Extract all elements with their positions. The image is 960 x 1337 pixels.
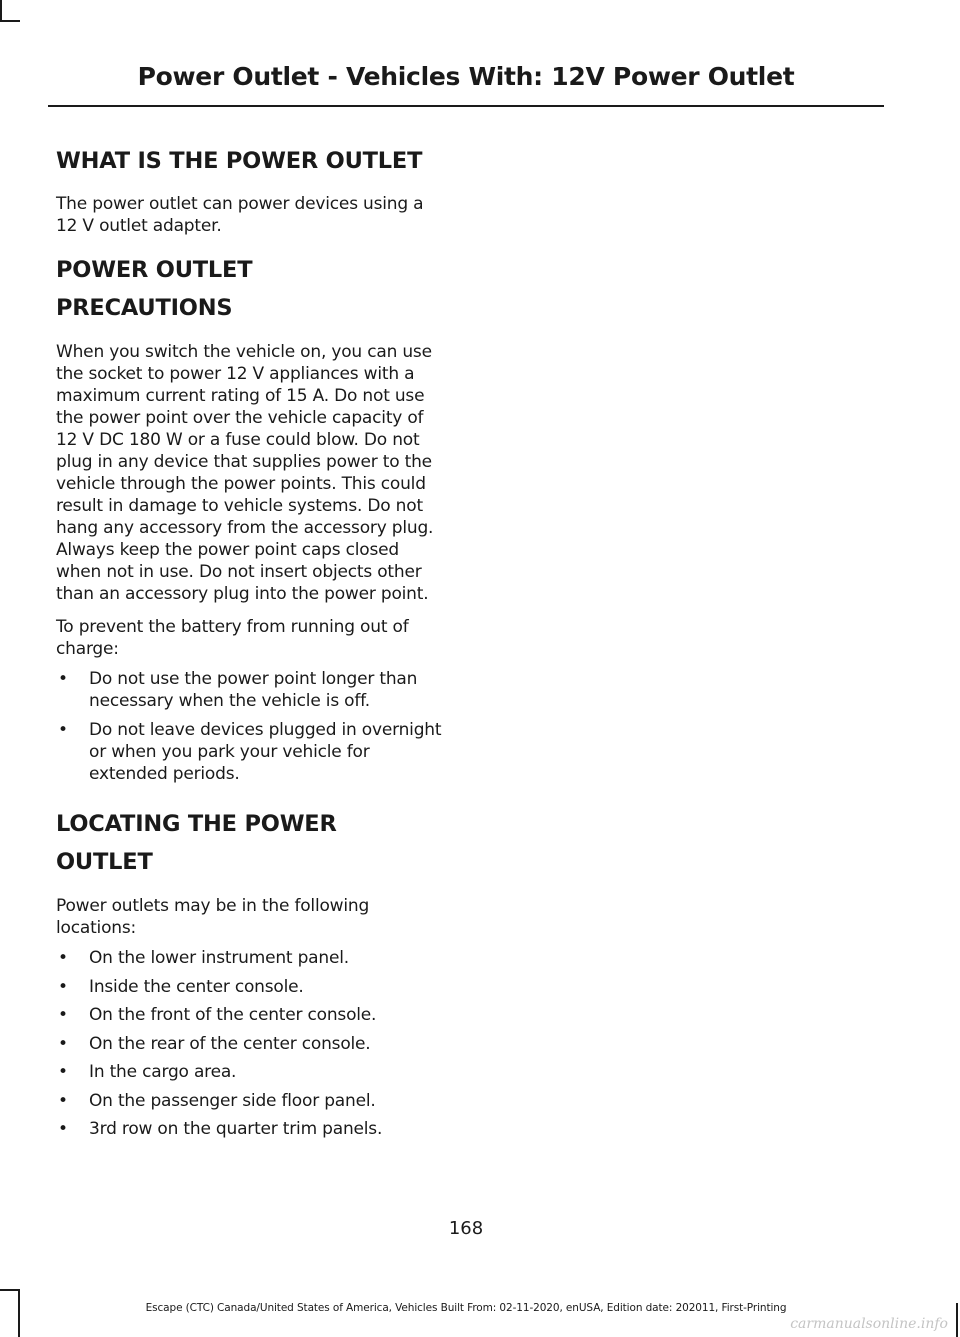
crop-mark-top-left-horizontal xyxy=(0,20,20,22)
paragraph-precautions: When you switch the vehicle on, you can use the socket to power 12 V appliances with a maximum current rating of 15 A. Do not use the power point over the vehicle capacity of 12 V DC 180 W or a fuse could blow. Do not plug in any device that supplies power to the vehicle through the power points. This could result in damage to vehicle systems. Do not hang any accessory from the accessory plug. Always keep the power point caps closed when not in use. Do not insert objects other than an accessory plug into the power point. xyxy=(56,342,434,604)
page-header-title: Power Outlet - Vehicles With: 12V Power Outlet xyxy=(137,62,795,91)
list-item xyxy=(56,1118,448,1140)
list-item-text: 3rd row on the quarter trim panels. xyxy=(89,1119,383,1139)
paragraph-battery: To prevent the battery from running out of charge: xyxy=(56,617,409,659)
battery-tips-list xyxy=(56,668,448,785)
heading-precautions-line2: PRECAUTIONS xyxy=(56,295,233,321)
list-item xyxy=(56,1061,448,1083)
heading-what-is-power-outlet: WHAT IS THE POWER OUTLET xyxy=(56,148,423,174)
list-item xyxy=(56,668,448,712)
footer-edition-info: Escape (CTC) Canada/United States of America, Vehicles Built From: 02-11-2020, enUSA, Edition date: 202011, First-Printing xyxy=(145,1302,787,1314)
list-item-text: On the front of the center console. xyxy=(89,1005,377,1025)
crop-mark-bottom-left-horizontal xyxy=(0,1289,18,1291)
paragraph-what-is: The power outlet can power devices using a 12 V outlet adapter. xyxy=(56,194,424,236)
bullet-mark: • xyxy=(58,976,68,997)
crop-mark-top-left-vertical xyxy=(0,0,2,20)
list-item xyxy=(56,1033,448,1055)
list-item-text: On the rear of the center console. xyxy=(89,1033,371,1054)
bullet-mark: • xyxy=(58,669,68,689)
list-item-text: On the passenger side floor panel. xyxy=(89,1090,376,1111)
page-number: 168 xyxy=(448,1218,484,1239)
heading-precautions-line1: POWER OUTLET xyxy=(56,257,253,283)
watermark-link[interactable]: carmanualsonline.info xyxy=(790,1316,948,1332)
content-column xyxy=(56,146,448,1147)
list-item xyxy=(56,947,448,969)
header-divider xyxy=(48,105,884,107)
bullet-mark: • xyxy=(58,1033,68,1054)
list-item xyxy=(56,1090,448,1112)
list-item-text: Inside the center console. xyxy=(89,976,304,997)
bullet-mark: • xyxy=(58,1119,68,1139)
bullet-mark: • xyxy=(58,1062,68,1082)
heading-locating-line1: LOCATING THE POWER xyxy=(56,811,337,837)
list-item xyxy=(56,1004,448,1026)
list-item xyxy=(56,719,448,785)
paragraph-locations: Power outlets may be in the following locations: xyxy=(56,896,370,938)
locations-list xyxy=(56,947,448,1140)
bullet-mark: • xyxy=(58,1090,68,1111)
heading-locating-line2: OUTLET xyxy=(56,849,153,875)
bullet-mark: • xyxy=(58,1005,68,1025)
list-item xyxy=(56,976,448,998)
list-item-text: Do not use the power point longer than necessary when the vehicle is off. xyxy=(89,669,418,711)
bullet-mark: • xyxy=(58,720,68,740)
crop-mark-bottom-right-vertical xyxy=(956,1303,958,1337)
list-item-text: In the cargo area. xyxy=(89,1062,237,1082)
bullet-mark: • xyxy=(58,948,68,968)
list-item-text: Do not leave devices plugged in overnight or when you park your vehicle for extended periods. xyxy=(89,720,442,784)
list-item-text: On the lower instrument panel. xyxy=(89,948,349,968)
